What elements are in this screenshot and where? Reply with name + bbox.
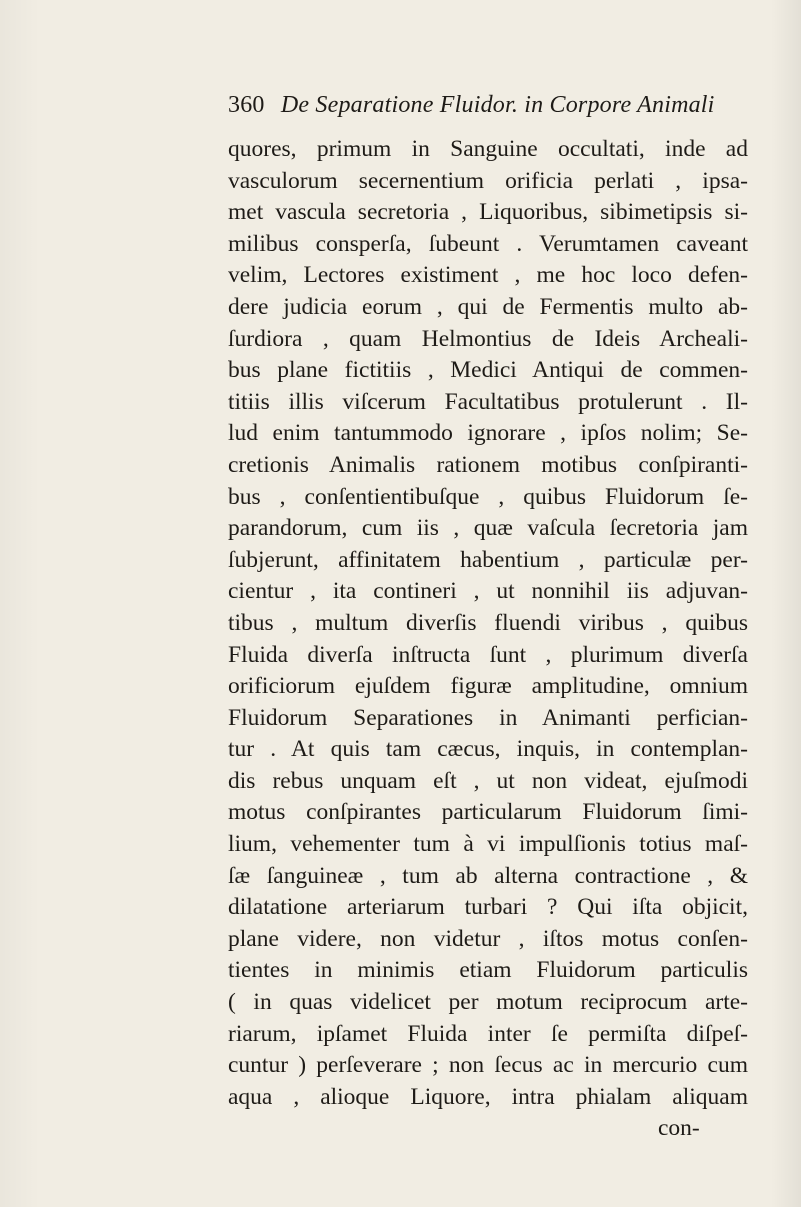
running-header	[228, 92, 715, 119]
text-line: tibus , multum diverſis fluendi viribus , quibus	[228, 609, 748, 636]
text-line: bus , conſentientibuſque , quibus Fluidorum ſe-	[228, 483, 748, 510]
text-line: aqua , alioque Liquore, intra phialam aliquam	[228, 1083, 748, 1110]
text-line: Fluida diverſa inſtructa ſunt , plurimum diverſa	[228, 641, 748, 668]
catchword: con-	[658, 1115, 700, 1142]
text-line: parandorum, cum iis , quæ vaſcula ſecretoria jam	[228, 515, 748, 542]
text-line: bus plane fictitiis , Medici Antiqui de commen-	[228, 357, 748, 384]
text-line: lium, vehementer tum à vi impulſionis totius maſ-	[228, 831, 748, 858]
text-line: titiis illis viſcerum Facultatibus protulerunt . Il-	[228, 388, 748, 415]
text-line: Fluidorum Separationes in Animanti perfician-	[228, 704, 748, 731]
text-line: cretionis Animalis rationem motibus conſpiranti-	[228, 451, 748, 478]
text-line: ſurdiora , quam Helmontius de Ideis Archeali-	[228, 325, 748, 352]
text-line: velim, Lectores existiment , me hoc loco defen-	[228, 262, 748, 289]
text-line: quores, primum in Sanguine occultati, inde ad	[228, 136, 748, 162]
text-line: cientur , ita contineri , ut nonnihil iis adjuvan-	[228, 578, 748, 605]
page-number: 360	[228, 92, 265, 118]
text-line: met vascula secretoria , Liquoribus, sibimetipsis si-	[228, 199, 748, 226]
running-title: De Separatione Fluidor. in Corpore Animali	[280, 92, 715, 118]
text-line: vasculorum secernentium orificia perlati , ipsa-	[228, 167, 748, 194]
text-line: tur . At quis tam cæcus, inquis, in contemplan-	[228, 736, 748, 763]
text-line: orificiorum ejuſdem figuræ amplitudine, omnium	[228, 673, 748, 700]
text-line: milibus consperſa, ſubeunt . Verumtamen caveant	[228, 230, 748, 257]
text-line: ſubjerunt, affinitatem habentium , particulæ per-	[228, 546, 748, 573]
text-line: ( in quas videlicet per motum reciprocum arte-	[228, 989, 748, 1016]
text-line: dere judicia eorum , qui de Fermentis multo ab-	[228, 293, 748, 320]
text-line: dilatatione arteriarum turbari ? Qui iſta objicit,	[228, 894, 748, 921]
text-line: lud enim tantummodo ignorare , ipſos nolim; Se-	[228, 420, 748, 447]
text-line: tientes in minimis etiam Fluidorum particulis	[228, 957, 748, 984]
main-text-block	[228, 134, 748, 1145]
text-line: motus conſpirantes particularum Fluidorum ſimi-	[228, 799, 748, 826]
text-line: riarum, ipſamet Fluida inter ſe permiſta diſpeſ-	[228, 1020, 748, 1047]
text-line: plane videre, non videtur , iſtos motus conſen-	[228, 925, 748, 952]
text-line: ſæ ſanguineæ , tum ab alterna contractione , &	[228, 862, 748, 889]
text-line: dis rebus unquam eſt , ut non videat, ejuſmodi	[228, 767, 748, 794]
text-line: cuntur ) perſeverare ; non ſecus ac in mercurio cum	[228, 1052, 748, 1079]
